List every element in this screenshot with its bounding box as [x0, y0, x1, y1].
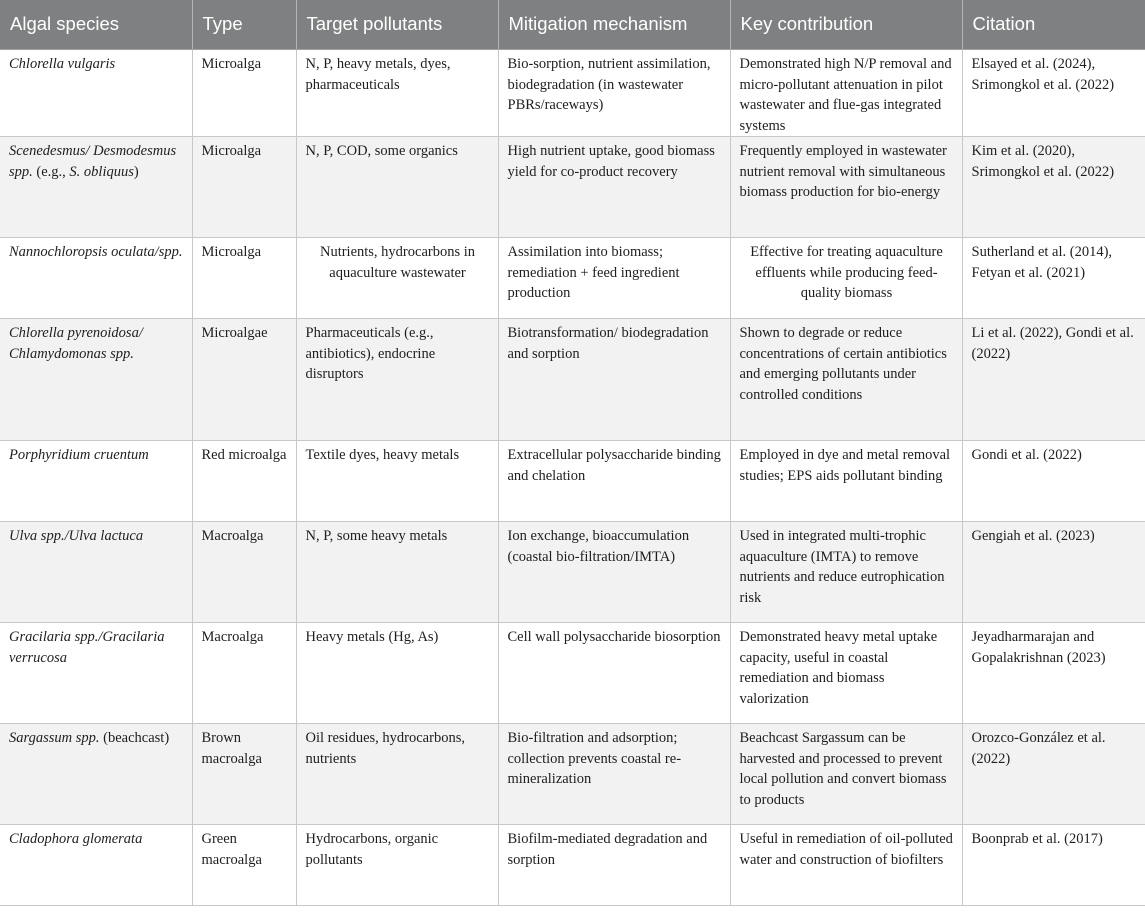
cell-type: Microalga	[192, 50, 296, 137]
cell-citation: Gondi et al. (2022)	[962, 441, 1145, 522]
cell-mechanism: Bio-sorption, nutrient assimilation, biodegradation (in wastewater PBRs/raceways)	[498, 50, 730, 137]
cell-contribution: Demonstrated high N/P removal and micro-pollutant attenuation in pilot wastewater and flue-gas integrated systems	[730, 50, 962, 137]
cell-contribution: Useful in remediation of oil-polluted water and construction of biofilters	[730, 825, 962, 906]
cell-pollutants: N, P, heavy metals, dyes, pharmaceuticals	[296, 50, 498, 137]
cell-pollutants: Textile dyes, heavy metals	[296, 441, 498, 522]
cell-mechanism: Extracellular polysaccharide binding and chelation	[498, 441, 730, 522]
table-row	[0, 50, 1145, 137]
cell-contribution: Used in integrated multi-trophic aquaculture (IMTA) to remove nutrients and reduce eutrophication risk	[730, 522, 962, 623]
cell-pollutants: N, P, COD, some organics	[296, 137, 498, 238]
cell-species: Gracilaria spp./Gracilaria verrucosa	[0, 623, 192, 724]
cell-species: Cladophora glomerata	[0, 825, 192, 906]
header-algal-species: Algal species	[0, 0, 192, 50]
cell-type: Microalgae	[192, 319, 296, 441]
cell-species: Chlorella pyrenoidosa/ Chlamydomonas spp.	[0, 319, 192, 441]
cell-type: Brown macroalga	[192, 724, 296, 825]
cell-citation: Gengiah et al. (2023)	[962, 522, 1145, 623]
cell-pollutants: Oil residues, hydrocarbons, nutrients	[296, 724, 498, 825]
header-key-contribution: Key contribution	[730, 0, 962, 50]
cell-pollutants: N, P, some heavy metals	[296, 522, 498, 623]
cell-type: Macroalga	[192, 522, 296, 623]
cell-species: Porphyridium cruentum	[0, 441, 192, 522]
cell-mechanism: Biofilm-mediated degradation and sorption	[498, 825, 730, 906]
table-row	[0, 522, 1145, 623]
cell-citation: Orozco-González et al. (2022)	[962, 724, 1145, 825]
cell-contribution: Shown to degrade or reduce concentrations of certain antibiotics and emerging pollutants under controlled conditions	[730, 319, 962, 441]
cell-citation: Sutherland et al. (2014), Fetyan et al. (2021)	[962, 238, 1145, 319]
cell-mechanism: Assimilation into biomass; remediation + feed ingredient production	[498, 238, 730, 319]
cell-species: Ulva spp./Ulva lactuca	[0, 522, 192, 623]
cell-species: Chlorella vulgaris	[0, 50, 192, 137]
cell-pollutants: Hydrocarbons, organic pollutants	[296, 825, 498, 906]
table-row	[0, 441, 1145, 522]
table-row	[0, 825, 1145, 906]
cell-contribution: Frequently employed in wastewater nutrient removal with simultaneous biomass production for bio-energy	[730, 137, 962, 238]
cell-type: Microalga	[192, 137, 296, 238]
cell-citation: Kim et al. (2020), Srimongkol et al. (2022)	[962, 137, 1145, 238]
cell-species: Sargassum spp. (beachcast)	[0, 724, 192, 825]
table-row	[0, 319, 1145, 441]
cell-citation: Jeyadharmarajan and Gopalakrishnan (2023)	[962, 623, 1145, 724]
cell-contribution: Employed in dye and metal removal studies; EPS aids pollutant binding	[730, 441, 962, 522]
header-mitigation-mechanism: Mitigation mechanism	[498, 0, 730, 50]
cell-contribution: Effective for treating aquaculture effluents while producing feed-quality biomass	[730, 238, 962, 319]
header-target-pollutants: Target pollutants	[296, 0, 498, 50]
table-row	[0, 623, 1145, 724]
table-row	[0, 137, 1145, 238]
header-row	[0, 0, 1145, 50]
cell-citation: Elsayed et al. (2024), Srimongkol et al. (2022)	[962, 50, 1145, 137]
cell-type: Red microalga	[192, 441, 296, 522]
cell-mechanism: Bio-filtration and adsorption; collection prevents coastal re-mineralization	[498, 724, 730, 825]
cell-citation: Boonprab et al. (2017)	[962, 825, 1145, 906]
cell-species: Nannochloropsis oculata/spp.	[0, 238, 192, 319]
cell-contribution: Beachcast Sargassum can be harvested and processed to prevent local pollution and convert biomass to products	[730, 724, 962, 825]
cell-type: Macroalga	[192, 623, 296, 724]
cell-type: Green macroalga	[192, 825, 296, 906]
cell-mechanism: Ion exchange, bioaccumulation (coastal bio-filtration/IMTA)	[498, 522, 730, 623]
cell-species: Scenedesmus/ Desmodesmus spp. (e.g., S. obliquus)	[0, 137, 192, 238]
table-row	[0, 238, 1145, 319]
cell-mechanism: Biotransformation/ biodegradation and sorption	[498, 319, 730, 441]
cell-contribution: Demonstrated heavy metal uptake capacity, useful in coastal remediation and biomass valorization	[730, 623, 962, 724]
cell-pollutants: Heavy metals (Hg, As)	[296, 623, 498, 724]
cell-mechanism: High nutrient uptake, good biomass yield for co-product recovery	[498, 137, 730, 238]
cell-pollutants: Nutrients, hydrocarbons in aquaculture wastewater	[296, 238, 498, 319]
cell-mechanism: Cell wall polysaccharide biosorption	[498, 623, 730, 724]
header-type: Type	[192, 0, 296, 50]
table-row	[0, 724, 1145, 825]
cell-citation: Li et al. (2022), Gondi et al. (2022)	[962, 319, 1145, 441]
cell-type: Microalga	[192, 238, 296, 319]
cell-pollutants: Pharmaceuticals (e.g., antibiotics), endocrine disruptors	[296, 319, 498, 441]
header-citation: Citation	[962, 0, 1145, 50]
